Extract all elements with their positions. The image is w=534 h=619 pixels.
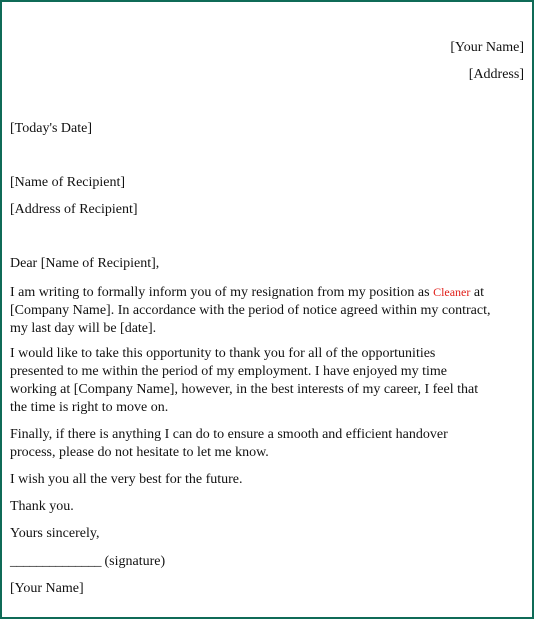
paragraph-line: Finally, if there is anything I can do to ensure a smooth and efficient handover: [10, 427, 448, 442]
recipient-name: [Name of Recipient]: [10, 175, 126, 190]
paragraph-line: [Company Name]. In accordance with the period of notice agreed within my contract,: [10, 303, 491, 318]
paragraph-line: process, please do not hesitate to let me know.: [10, 445, 269, 460]
position-title: Cleaner: [433, 285, 471, 299]
signature-line: [10, 553, 165, 571]
resignation-paragraph: [10, 283, 526, 338]
handover-paragraph: [10, 426, 526, 462]
thanks-paragraph: [10, 345, 526, 417]
thank-you-line: Thank you.: [10, 499, 74, 514]
paragraph-text: at: [473, 285, 484, 300]
signature-blank: ______________: [10, 554, 101, 569]
letter-date: [Today's Date]: [10, 121, 93, 136]
best-wishes-paragraph: I wish you all the very best for the future.: [10, 472, 243, 487]
paragraph-line: the time is right to move on.: [10, 400, 169, 415]
signoff-name: [Your Name]: [10, 581, 84, 596]
sender-address: [Address]: [468, 67, 524, 82]
paragraph-line: I would like to take this opportunity to thank you for all of the opportunities: [10, 346, 436, 361]
paragraph-line: presented to me within the period of my employment. I have enjoyed my time: [10, 364, 448, 379]
paragraph-line: my last day will be [date].: [10, 321, 157, 336]
paragraph-text: I am writing to formally inform you of my resignation from my position as: [10, 285, 430, 300]
closing-line: Yours sincerely,: [10, 526, 100, 541]
sender-name: [Your Name]: [450, 40, 524, 55]
paragraph-line: [10, 283, 526, 302]
signature-label: (signature): [104, 554, 166, 569]
recipient-address: [Address of Recipient]: [10, 202, 138, 217]
paragraph-line: working at [Company Name], however, in the best interests of my career, I feel that: [10, 382, 479, 397]
salutation: Dear [Name of Recipient],: [10, 256, 160, 271]
